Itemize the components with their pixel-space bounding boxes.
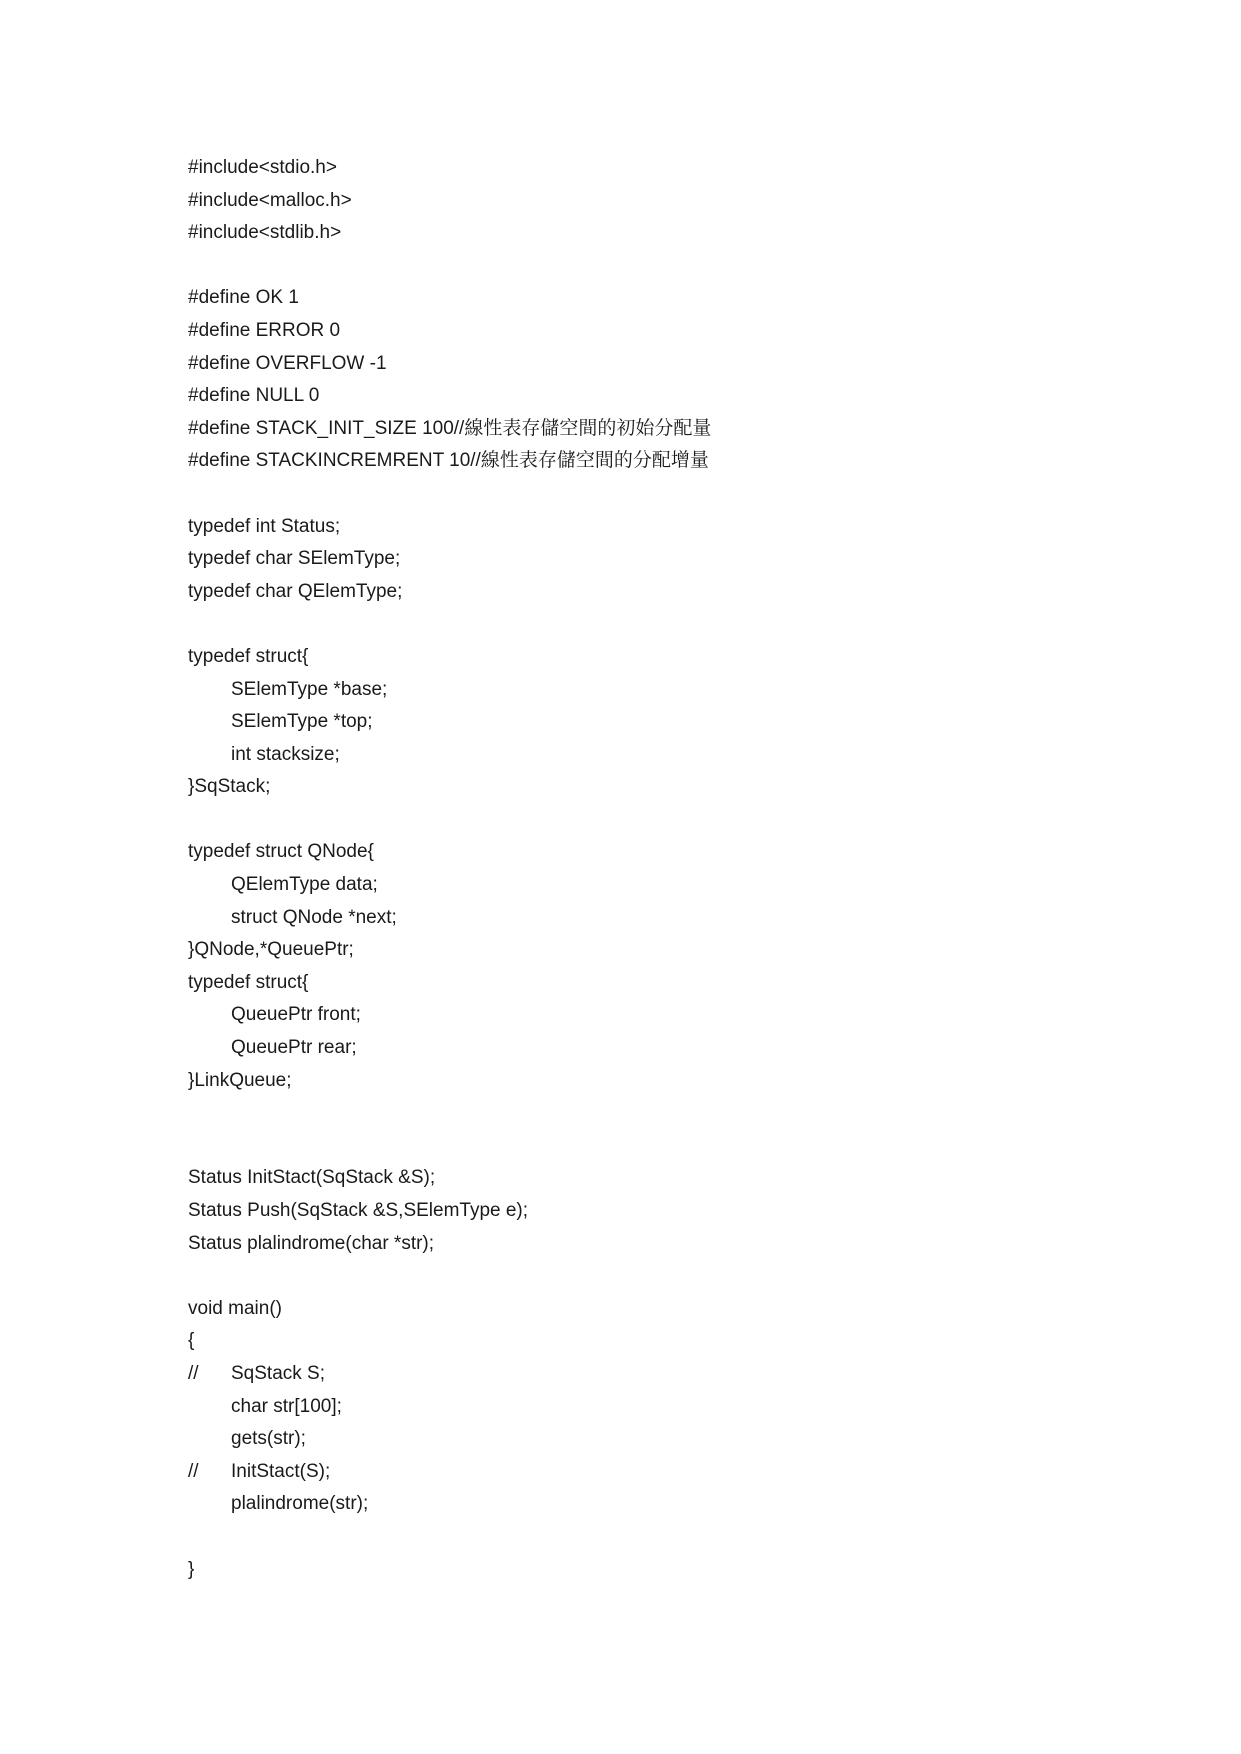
code-line: [188, 804, 711, 837]
code-line: [188, 1228, 711, 1261]
code-line-text: #define OVERFLOW -1: [188, 352, 387, 374]
code-line: [188, 217, 711, 250]
code-line: [188, 771, 711, 804]
code-line: [188, 1130, 711, 1163]
code-line-text: typedef char QElemType;: [188, 580, 403, 602]
comment-marker: //: [188, 1460, 199, 1482]
code-line: [188, 250, 711, 283]
code-line-text: #define STACKINCREMRENT 10//線性表存儲空間的分配增量: [188, 450, 709, 472]
code-line: [188, 641, 711, 674]
code-line: [188, 348, 711, 381]
code-line: [188, 1065, 711, 1098]
code-line-text: SElemType *top;: [231, 711, 373, 733]
code-line: [188, 1162, 711, 1195]
code-line-text: }LinkQueue;: [188, 1069, 292, 1091]
code-line: [188, 315, 711, 348]
code-line: [188, 1554, 711, 1587]
code-line: [188, 1195, 711, 1228]
code-line-text: typedef struct{: [188, 645, 309, 667]
code-line-text: QElemType data;: [231, 874, 378, 896]
code-line: [188, 1293, 711, 1326]
code-line: [188, 152, 711, 185]
code-line: [188, 478, 711, 511]
code-line: [188, 543, 711, 576]
code-line-text: gets(str);: [231, 1428, 306, 1450]
code-line: [188, 999, 711, 1032]
code-line-text: #define ERROR 0: [188, 319, 341, 341]
code-line: [188, 836, 711, 869]
code-line-text: Status InitStact(SqStack &S);: [188, 1167, 436, 1189]
code-line-text: #define STACK_INIT_SIZE 100//線性表存儲空間的初始分配量: [188, 417, 712, 439]
code-line: [188, 1456, 711, 1489]
code-line: [188, 967, 711, 1000]
code-line-text: {: [188, 1330, 195, 1352]
code-line: [188, 511, 711, 544]
code-line-text: SqStack S;: [231, 1362, 325, 1384]
code-line: [188, 902, 711, 935]
code-line: [188, 185, 711, 218]
code-line-text: int stacksize;: [231, 743, 340, 765]
code-line-text: #include<malloc.h>: [188, 189, 352, 211]
code-line: [188, 706, 711, 739]
code-line: [188, 282, 711, 315]
code-line: [188, 1358, 711, 1391]
code-line: [188, 1488, 711, 1521]
code-line-text: void main(): [188, 1297, 282, 1319]
comment-marker: //: [188, 1362, 199, 1384]
code-line-text: QueuePtr rear;: [231, 1037, 357, 1059]
code-line: [188, 1032, 711, 1065]
code-line-text: char str[100];: [231, 1395, 342, 1417]
code-line: [188, 1260, 711, 1293]
code-line-text: struct QNode *next;: [231, 906, 397, 928]
code-line: [188, 380, 711, 413]
code-line: [188, 739, 711, 772]
code-line-text: #define NULL 0: [188, 385, 320, 407]
code-line-text: Status plalindrome(char *str);: [188, 1232, 435, 1254]
code-line-text: }: [188, 1558, 195, 1580]
code-line: [188, 445, 711, 478]
code-line: [188, 1423, 711, 1456]
code-block: [188, 152, 711, 1586]
code-line-text: typedef int Status;: [188, 515, 341, 537]
code-line: [188, 576, 711, 609]
code-line: [188, 1391, 711, 1424]
code-line-text: typedef struct{: [188, 971, 309, 993]
code-line-text: }SqStack;: [188, 776, 271, 798]
code-line-text: SElemType *base;: [231, 678, 388, 700]
code-line-text: typedef struct QNode{: [188, 841, 374, 863]
code-line: [188, 608, 711, 641]
code-line-text: typedef char SElemType;: [188, 548, 401, 570]
code-line-text: Status Push(SqStack &S,SElemType e);: [188, 1200, 529, 1221]
code-line-text: #define OK 1: [188, 287, 299, 309]
code-line: [188, 869, 711, 902]
code-line-text: InitStact(S);: [231, 1460, 331, 1482]
code-line-text: QueuePtr front;: [231, 1004, 361, 1026]
code-line-text: plalindrome(str);: [231, 1493, 369, 1515]
code-line: [188, 1097, 711, 1130]
code-line-text: #include<stdlib.h>: [188, 222, 342, 244]
code-line: [188, 934, 711, 967]
code-line: [188, 413, 711, 446]
code-line: [188, 1325, 711, 1358]
code-line: [188, 674, 711, 707]
code-line-text: #include<stdio.h>: [188, 157, 337, 178]
code-line-text: }QNode,*QueuePtr;: [188, 939, 354, 961]
code-line: [188, 1521, 711, 1554]
